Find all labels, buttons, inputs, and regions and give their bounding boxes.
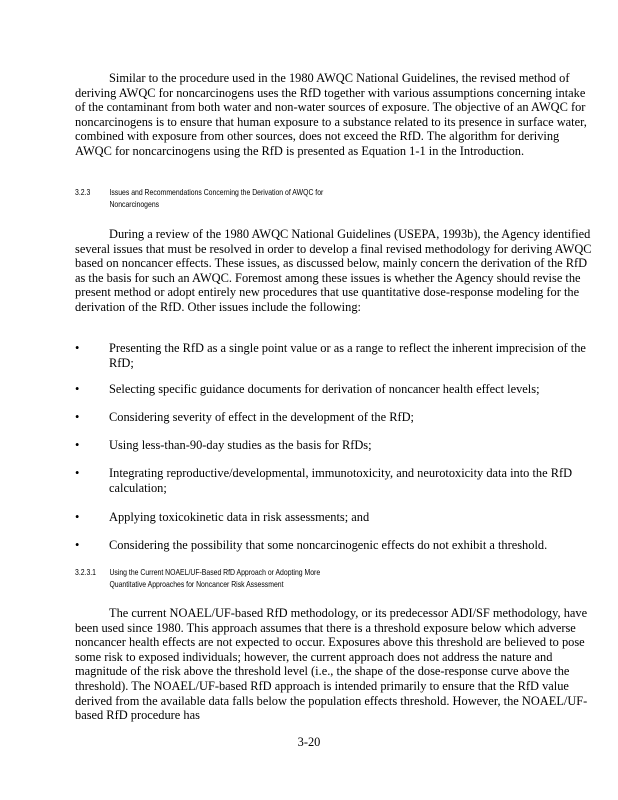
bullet-item bbox=[75, 438, 605, 453]
paragraph-issues-text: During a review of the 1980 AWQC National Guidelines (USEPA, 1993b), the Agency identified several issues that must be resolved in order to develop a final revised methodology for deriving AWQC based on noncancer effects. These issues, as discussed below, mainly concern the derivation of the RfD as the basis for such an AWQC. Foremost among these issues is whether the Agency should revise the present method or adopt entirely new procedures that use quantitative dose-response modeling for the derivation of the RfD. Other issues include the following: bbox=[75, 227, 592, 314]
section-title-line2: Noncarcinogens bbox=[109, 198, 160, 209]
bullet-text: Selecting specific guidance documents for derivation of noncancer health effect levels; bbox=[109, 382, 540, 396]
section-title-line1: Issues and Recommendations Concerning the Derivation of AWQC for bbox=[109, 187, 324, 197]
bullet-icon: • bbox=[75, 538, 80, 552]
bullet-icon: • bbox=[75, 510, 80, 524]
paragraph-noael bbox=[75, 606, 595, 723]
paragraph-intro-text: Similar to the procedure used in the 1980 AWQC National Guidelines, the revised method of deriving AWQC for noncarcinogens uses the RfD together with various assumptions concerning intake of the contaminant from both water and non-water sources of exposure. The objective of an AWQC for noncarcinogens is to ensure that human exposure to a substance related to its presence in surface water, combined with exposure from other sources, does not exceed the RfD. The algorithm for deriving AWQC for noncarcinogens using the RfD is presented as Equation 1-1 in the Introduction. bbox=[75, 71, 587, 158]
bullet-text: Considering severity of effect in the development of the RfD; bbox=[109, 410, 414, 424]
bullet-item bbox=[75, 510, 605, 525]
bullet-text: Considering the possibility that some noncarcinogenic effects do not exhibit a threshold. bbox=[109, 538, 548, 552]
section-title-line1: Using the Current NOAEL/UF-Based RfD Approach or Adopting More bbox=[109, 567, 321, 577]
section-heading-3-2-3 bbox=[75, 187, 323, 210]
bullet-icon: • bbox=[75, 438, 80, 452]
section-number: 3.2.3.1 bbox=[75, 567, 97, 577]
section-title-line2: Quantitative Approaches for Noncancer Risk Assessment bbox=[109, 578, 284, 589]
bullet-text: Applying toxicokinetic data in risk assessments; and bbox=[109, 510, 370, 524]
bullet-item bbox=[75, 466, 605, 495]
bullet-icon: • bbox=[75, 382, 80, 396]
bullet-item bbox=[75, 341, 605, 370]
bullet-icon: • bbox=[75, 410, 80, 424]
paragraph-intro bbox=[75, 71, 595, 159]
bullet-item bbox=[75, 410, 605, 425]
paragraph-noael-text: The current NOAEL/UF-based RfD methodology, or its predecessor ADI/SF methodology, have been used since 1980. This approach assumes that there is a threshold exposure below which adverse noncancer health effects are not expected to occur. Exposures above this threshold are believed to pose some risk to exposed individuals; however, the current approach does not address the nature and magnitude of the risk above the threshold level (i.e., the shape of the dose-response curve above the threshold). The NOAEL/UF-based RfD approach is intended primarily to ensure that the RfD value derived from the available data falls below the population effects threshold. However, the NOAEL/UF-based RfD procedure has bbox=[75, 606, 588, 723]
bullet-icon: • bbox=[75, 341, 80, 355]
page-number: 3-20 bbox=[297, 735, 321, 749]
bullet-text: Presenting the RfD as a single point value or as a range to reflect the inherent imprecision of the RfD; bbox=[109, 341, 586, 370]
section-heading-3-2-3-1 bbox=[75, 567, 320, 590]
bullet-item bbox=[75, 382, 605, 397]
section-number: 3.2.3 bbox=[75, 187, 91, 197]
bullet-text: Using less-than-90-day studies as the basis for RfDs; bbox=[109, 438, 372, 452]
bullet-icon: • bbox=[75, 466, 80, 480]
paragraph-issues bbox=[75, 227, 595, 315]
bullet-item bbox=[75, 538, 605, 553]
bullet-text: Integrating reproductive/developmental, immunotoxicity, and neurotoxicity data into the RfD calculation; bbox=[109, 466, 573, 495]
